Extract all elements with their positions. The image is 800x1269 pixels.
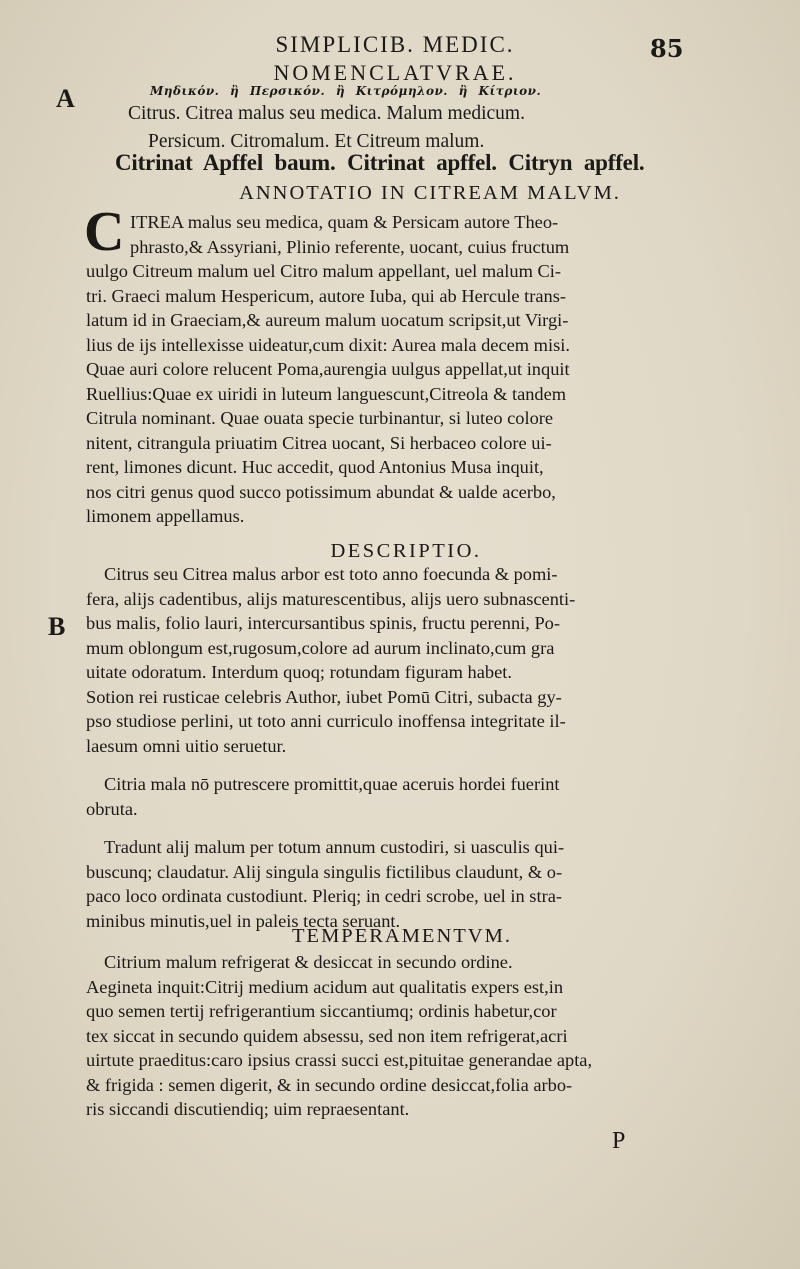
latin-names-line-1: Citrus. Citrea malus seu medica. Malum medicum.: [128, 103, 525, 124]
temperamentum-heading: TEMPERAMENTVM.: [292, 925, 512, 947]
margin-letter-a: A: [56, 84, 75, 113]
running-subtitle: NOMENCLATVRAE.: [273, 60, 517, 85]
text-line: tex siccat in secundo quidem absessu, sed non item refrigerat,acri: [86, 1025, 568, 1046]
running-title: SIMPLICIB. MEDIC.: [275, 32, 515, 57]
drop-cap: C: [84, 201, 125, 263]
text-line: bus malis, folio lauri, intercursantibus spinis, fructu perenni, Po-: [86, 613, 560, 633]
annotatio-text: [86, 210, 708, 529]
signature-mark: P: [612, 1128, 626, 1154]
text-line: nos citri genus quod succo potissimum abundat & ualde acerbo,: [86, 481, 556, 502]
text-line: phrasto,& Assyriani, Plinio referente, uocant, cuius fructum: [130, 236, 570, 257]
text-line: pso studiose perlini, ut toto anni curriculo inoffensa integritate il-: [86, 711, 566, 731]
text-line: Citrus seu Citrea malus arbor est toto anno foecunda & pomi-: [104, 564, 558, 584]
temperamentum-text: [86, 950, 708, 1122]
descriptio-heading: DESCRIPTIO.: [330, 540, 482, 562]
text-line: ris siccandi discutiendiq; uim repraesentant.: [86, 1099, 410, 1119]
text-line: uitate odoratum. Interdum quoq; rotundam figuram habet.: [86, 662, 512, 682]
greek-names: Μηδικόν. ἢ Περσικόν. ἢ Κιτρόμηλον. ἢ Κίτριον.: [150, 84, 542, 98]
text-line: nitent, citrangula priuatim Citrea uocant, Si herbaceo colore ui-: [86, 432, 552, 453]
text-line: Citria mala nō putrescere promittit,quae aceruis hordei fuerint: [104, 774, 560, 794]
text-line: ITREA malus seu medica, quam & Persicam autore Theo-: [130, 212, 559, 232]
text-line: mum oblongum est,rugosum,colore ad aurum inclinato,cum gra: [86, 637, 555, 658]
text-line: lius de ijs intellexisse uideatur,cum dixit: Aurea mala decem misi.: [86, 334, 570, 355]
text-line: fera, alijs cadentibus, alijs maturescentibus, alijs uero subnascenti-: [86, 588, 576, 609]
text-line: latum id in Graeciam,& aureum malum uocatum scripsit,ut Virgi-: [86, 310, 569, 330]
text-line: rent, limones dicunt. Huc accedit, quod Antonius Musa inquit,: [86, 457, 544, 477]
text-line: Citrium malum refrigerat & desiccat in secundo ordine.: [104, 952, 513, 972]
text-line: buscunq; claudatur. Alij singula singulis fictilibus claudunt, & o-: [86, 861, 563, 882]
annotatio-heading: ANNOTATIO IN CITREAM MALVM.: [239, 182, 621, 204]
text-line: paco loco ordinata custodiunt. Pleriq; in cedri scrobe, uel in stra-: [86, 886, 562, 906]
text-line: Aegineta inquit:Citrij medium acidum aut qualitatis expers est,in: [86, 976, 564, 997]
page-number: 85: [650, 34, 684, 63]
text-line: Citrula nominant. Quae ouata specie turbinantur, si luteo colore: [86, 408, 554, 428]
latin-names-line-2: Persicum. Citromalum. Et Citreum malum.: [148, 131, 485, 152]
text-line: Quae auri colore relucent Poma,aurengia uulgus appellat,ut inquit: [86, 359, 570, 379]
text-line: tri. Graeci malum Hespericum, autore Iuba, qui ab Hercule trans-: [86, 285, 567, 306]
text-line: limonem appellamus.: [86, 506, 245, 526]
text-line: minibus minutis,uel in paleis tecta seruant.: [86, 910, 401, 931]
margin-letter-b: B: [48, 612, 66, 641]
text-line: laesum omni uitio seruetur.: [86, 735, 287, 756]
german-names: Citrinat Apffel baum. Citrinat apffel. Citryn apffel.: [115, 150, 645, 175]
text-line: quo semen tertij refrigerantium siccantiumq; ordinis habetur,cor: [86, 1001, 557, 1021]
latin-names: [128, 100, 718, 156]
text-line: Tradunt alij malum per totum annum custodiri, si uasculis qui-: [104, 837, 565, 857]
text-line: uirtute praeditus:caro ipsius crassi succi est,pituitae generandae apta,: [86, 1050, 593, 1070]
text-line: obruta.: [86, 798, 138, 819]
text-line: Sotion rei rusticae celebris Author, iubet Pomū Citri, subacta gy-: [86, 686, 562, 707]
descriptio-text: [86, 562, 708, 933]
text-line: uulgo Citreum malum uel Citro malum appellant, uel malum Ci-: [86, 261, 562, 281]
text-line: Ruellius:Quae ex uiridi in luteum languescunt,Citreola & tandem: [86, 383, 567, 404]
text-line: & frigida : semen digerit, & in secundo ordine desiccat,folia arbo-: [86, 1074, 573, 1095]
